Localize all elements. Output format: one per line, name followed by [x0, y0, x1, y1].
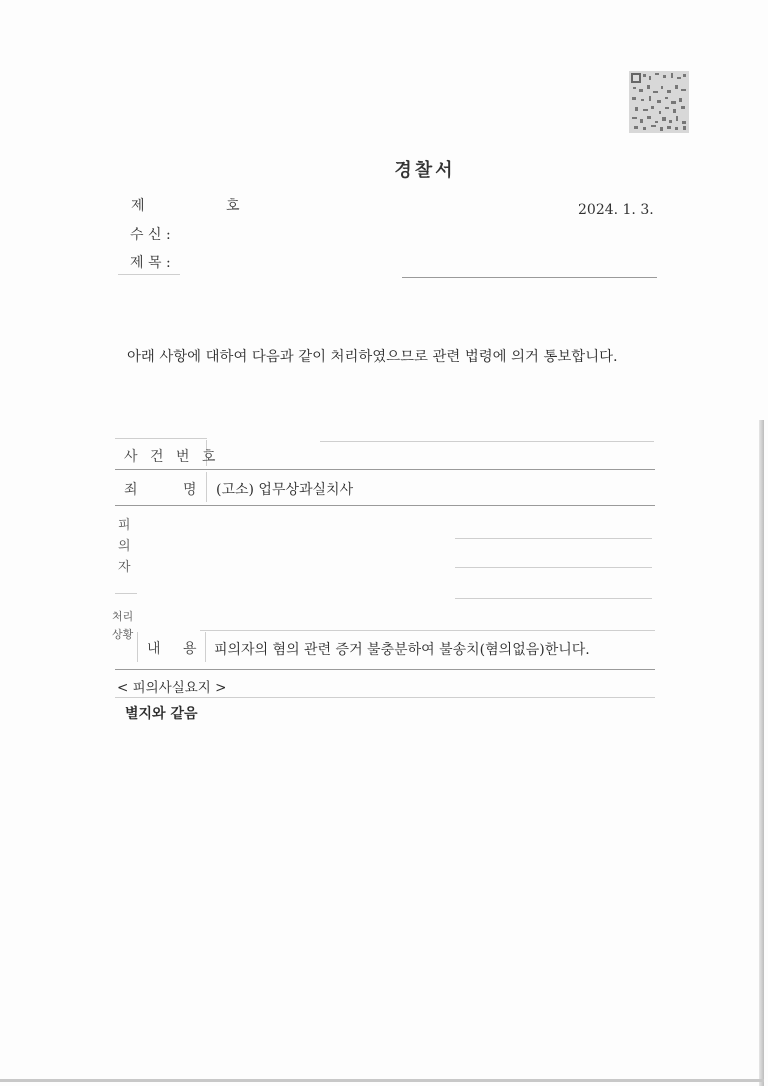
subject-label: 제 목 :: [130, 255, 171, 271]
suspect-rule-1: [455, 538, 652, 539]
table-rule-bottom: [115, 669, 655, 670]
intro-sentence: 아래 사항에 대하여 다음과 같이 처리하였으므로 관련 법령에 의거 통보합니다.: [127, 349, 618, 365]
suspect-rule-left: [115, 593, 137, 594]
subject-underline-right: [402, 277, 657, 278]
suspect-label: 피 의 자: [118, 518, 131, 575]
suspect-rule-2: [455, 567, 652, 568]
document-number-suffix: 호: [226, 198, 240, 214]
document-title: 경찰서: [394, 160, 456, 181]
document-number-label: 제: [131, 198, 145, 214]
charge-value: (고소) 업무상과실치사: [216, 482, 354, 498]
table-vrule-charge: [206, 472, 207, 502]
table-rule-charge: [115, 505, 655, 506]
scan-edge-bottom: [0, 1079, 764, 1082]
content-label-1: 내: [147, 641, 165, 657]
table-rule-top: [320, 441, 654, 442]
facts-heading: < 피의사실요지 >: [117, 680, 227, 696]
subject-underline-left: [118, 274, 180, 275]
table-vrule-content: [205, 632, 206, 662]
recipient-label: 수 신 :: [130, 227, 171, 243]
table-rule-content-top: [200, 630, 655, 631]
content-label-2: 용: [183, 641, 201, 657]
suspect-rule-3: [455, 598, 652, 599]
table-rule-case: [115, 469, 655, 470]
charge-label-2: 명: [183, 482, 201, 498]
table-rule-top-left: [115, 438, 207, 439]
content-value: 피의자의 혐의 관련 증거 불충분하여 불송치(혐의없음)한니다.: [214, 642, 590, 658]
table-vrule-result: [137, 632, 138, 662]
charge-label-1: 죄: [124, 482, 142, 498]
facts-value: 별지와 같음: [125, 706, 198, 722]
document-date: 2024. 1. 3.: [578, 202, 654, 218]
result-label: 처리 상황: [112, 610, 134, 641]
case-number-label: 사 건 번 호: [124, 449, 220, 465]
scan-edge-right: [759, 420, 764, 1086]
qr-code-icon: [629, 71, 689, 133]
facts-rule: [115, 697, 655, 698]
